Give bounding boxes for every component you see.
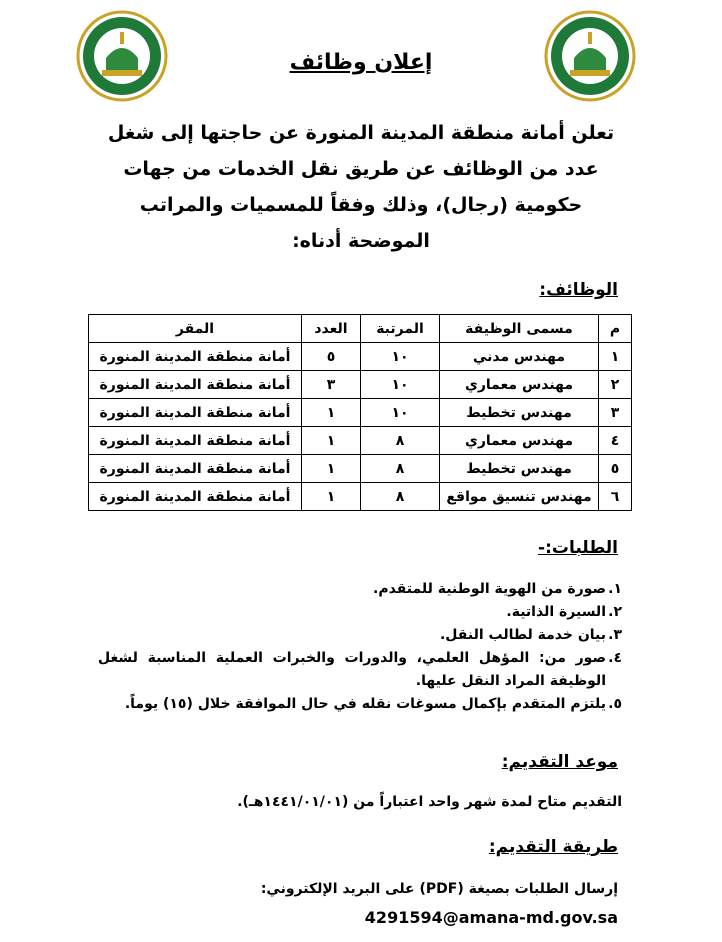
requirements-heading: الطلبات:- <box>538 538 618 558</box>
list-item <box>98 601 622 624</box>
table-row <box>89 427 632 455</box>
list-item <box>98 578 622 601</box>
list-item-number: ١. <box>608 581 622 597</box>
cell-title: مهندس معماري <box>440 371 599 399</box>
cell-title: مهندس مدني <box>440 343 599 371</box>
list-item-number: ٣. <box>608 627 622 643</box>
cell-location: أمانة منطقة المدينة المنورة <box>89 399 302 427</box>
list-item-text: بيان خدمة لطالب النقل. <box>439 627 606 643</box>
cell-rank: ٨ <box>361 427 440 455</box>
table-row <box>89 455 632 483</box>
cell-rank: ٨ <box>361 455 440 483</box>
cell-rank: ١٠ <box>361 343 440 371</box>
column-header-count: العدد <box>302 315 361 343</box>
requirements-list <box>98 578 622 716</box>
cell-location: أمانة منطقة المدينة المنورة <box>89 371 302 399</box>
column-header-title: مسمى الوظيفة <box>440 315 599 343</box>
list-item-number: ٥. <box>608 696 622 712</box>
list-item-text: يلتزم المتقدم بإكمال مسوغات نقله في حال الموافقة خلال (١٥) يوماً. <box>124 696 606 712</box>
cell-count: ١ <box>302 455 361 483</box>
intro-paragraph: تعلن أمانة منطقة المدينة المنورة عن حاجتها إلى شغل عدد من الوظائف عن طريق نقل الخدمات من جهات حكومية (رجال)، وذلك وفقاً للمسميات والمراتب الموضحة أدناه: <box>107 122 615 252</box>
cell-num: ٤ <box>599 427 632 455</box>
cell-title: مهندس تخطيط <box>440 399 599 427</box>
cell-title: مهندس تنسيق مواقع <box>440 483 599 511</box>
method-text: إرسال الطلبات بصيغة (PDF) على البريد الإلكتروني: <box>260 881 618 897</box>
cell-location: أمانة منطقة المدينة المنورة <box>89 455 302 483</box>
deadline-text: التقديم متاح لمدة شهر واحد اعتباراً من (١٤٤١/٠١/٠١هـ). <box>237 794 622 810</box>
list-item-number: ٤. <box>608 650 622 666</box>
table-row <box>89 399 632 427</box>
cell-rank: ٨ <box>361 483 440 511</box>
list-item-number: ٢. <box>608 604 622 620</box>
cell-num: ١ <box>599 343 632 371</box>
cell-count: ١ <box>302 427 361 455</box>
page-title: إعلان وظائف <box>289 50 433 75</box>
jobs-heading: الوظائف: <box>539 280 618 300</box>
deadline-heading: موعد التقديم: <box>501 752 618 772</box>
cell-title: مهندس معماري <box>440 427 599 455</box>
cell-rank: ١٠ <box>361 399 440 427</box>
column-header-num: م <box>599 315 632 343</box>
cell-location: أمانة منطقة المدينة المنورة <box>89 343 302 371</box>
cell-location: أمانة منطقة المدينة المنورة <box>89 483 302 511</box>
cell-num: ٦ <box>599 483 632 511</box>
cell-count: ٥ <box>302 343 361 371</box>
table-row <box>89 483 632 511</box>
table-row <box>89 343 632 371</box>
table-header-row <box>89 315 632 343</box>
column-header-rank: المرتبة <box>361 315 440 343</box>
list-item <box>98 647 622 693</box>
cell-count: ٣ <box>302 371 361 399</box>
list-item <box>98 693 622 716</box>
list-item <box>98 624 622 647</box>
list-item-text: صور من: المؤهل العلمي، والدورات والخبرات العملية المناسبة لشغل الوظيفة المراد النقل عليها. <box>98 650 606 689</box>
cell-num: ٣ <box>599 399 632 427</box>
column-header-location: المقر <box>89 315 302 343</box>
cell-title: مهندس تخطيط <box>440 455 599 483</box>
cell-count: ١ <box>302 399 361 427</box>
jobs-table <box>88 314 632 511</box>
list-item-text: صورة من الهوية الوطنية للمتقدم. <box>373 581 606 597</box>
method-heading: طريقة التقديم: <box>488 837 618 857</box>
cell-num: ٥ <box>599 455 632 483</box>
list-item-text: السيرة الذاتية. <box>506 604 606 620</box>
table-row <box>89 371 632 399</box>
cell-count: ١ <box>302 483 361 511</box>
cell-location: أمانة منطقة المدينة المنورة <box>89 427 302 455</box>
email-address[interactable]: 4291594@amana-md.gov.sa <box>364 908 618 927</box>
cell-rank: ١٠ <box>361 371 440 399</box>
cell-num: ٢ <box>599 371 632 399</box>
